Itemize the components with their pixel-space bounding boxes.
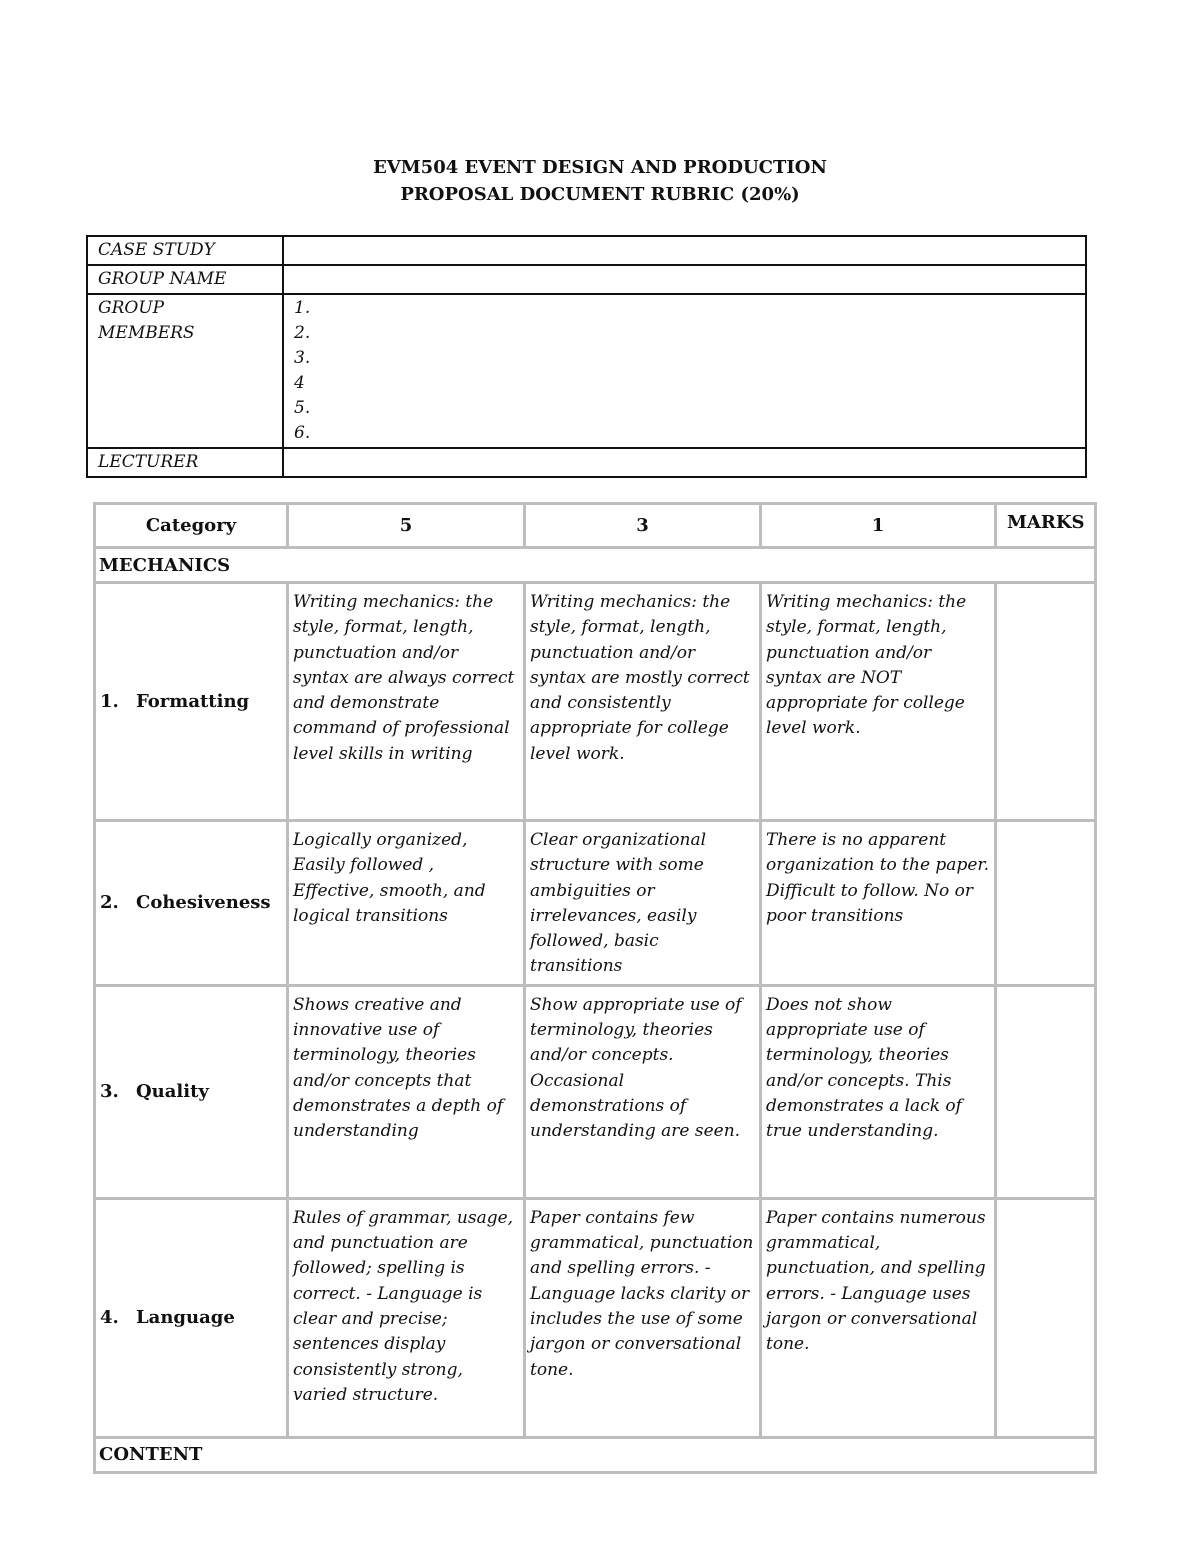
lecturer-label: LECTURER: [87, 448, 283, 477]
category-name: Quality: [136, 1081, 209, 1103]
header-score-3: 3: [525, 504, 761, 548]
criteria-score-1: Does not show appropriate use of terminology, theories and/or concepts. This demonstrates a lack of true understanding.: [761, 985, 996, 1198]
table-row: [95, 821, 1096, 986]
criteria-score-3: Paper contains few grammatical, punctuation and spelling errors. - Language lacks clarity or includes the use of some jargon or conversational tone.: [525, 1198, 761, 1437]
group-name-label: GROUP NAME: [87, 265, 283, 294]
group-members-field[interactable]: [283, 294, 1086, 448]
category-quality: [95, 985, 288, 1198]
criteria-score-5: Rules of grammar, usage, and punctuation are followed; spelling is correct. - Language is clear and precise; sentences display consistently strong, varied structure.: [288, 1198, 525, 1437]
section-content: CONTENT: [95, 1437, 1096, 1472]
header-marks: MARKS: [996, 504, 1096, 548]
criteria-score-5: Shows creative and innovative use of terminology, theories and/or concepts that demonstrates a depth of understanding: [288, 985, 525, 1198]
group-members-label-line-2: MEMBERS: [98, 323, 195, 343]
section-row-mechanics: [95, 548, 1096, 583]
document-title: [0, 154, 1200, 208]
table-row: [95, 985, 1096, 1198]
lecturer-field[interactable]: [283, 448, 1086, 477]
header-score-1: 1: [761, 504, 996, 548]
member-item: 5.: [294, 398, 311, 418]
table-row: [95, 583, 1096, 821]
marks-field[interactable]: [996, 583, 1096, 821]
section-row-content: [95, 1437, 1096, 1472]
case-study-label: CASE STUDY: [87, 236, 283, 265]
criteria-score-3: Writing mechanics: the style, format, length, punctuation and/or syntax are mostly correct and consistently appropriate for college level work.: [525, 583, 761, 821]
member-item: 1.: [294, 298, 311, 318]
header-score-5: 5: [288, 504, 525, 548]
criteria-score-3: Clear organizational structure with some ambiguities or irrelevances, easily followed, basic transitions: [525, 821, 761, 986]
category-number: 1.: [100, 691, 119, 712]
category-number: 3.: [100, 1081, 119, 1103]
criteria-score-1: Paper contains numerous grammatical, punctuation, and spelling errors. - Language uses jargon or conversational tone.: [761, 1198, 996, 1437]
section-mechanics: MECHANICS: [95, 548, 1096, 583]
category-name: Cohesiveness: [136, 892, 271, 914]
group-members-label-line-1: GROUP: [98, 298, 165, 318]
category-language: [95, 1198, 288, 1437]
case-study-field[interactable]: [283, 236, 1086, 265]
category-formatting: [95, 583, 288, 821]
criteria-score-3: Show appropriate use of terminology, theories and/or concepts. Occasional demonstrations of understanding are seen.: [525, 985, 761, 1198]
category-name: Language: [136, 1307, 235, 1329]
rubric-table: [93, 502, 1097, 1474]
criteria-score-1: Writing mechanics: the style, format, length, punctuation and/or syntax are NOT appropriate for college level work.: [761, 583, 996, 821]
marks-field[interactable]: [996, 821, 1096, 986]
group-info-table: [86, 235, 1087, 478]
criteria-score-5: Writing mechanics: the style, format, length, punctuation and/or syntax are always correct and demonstrate command of professional level skills in writing: [288, 583, 525, 821]
rubric-header-row: [95, 504, 1096, 548]
title-line-1: EVM504 EVENT DESIGN AND PRODUCTION: [373, 157, 827, 178]
category-number: 2.: [100, 892, 119, 914]
title-line-2: PROPOSAL DOCUMENT RUBRIC (20%): [400, 184, 800, 205]
category-number: 4.: [100, 1307, 119, 1329]
header-category: Category: [95, 504, 288, 548]
marks-field[interactable]: [996, 1198, 1096, 1437]
category-cohesiveness: [95, 821, 288, 986]
criteria-score-5: Logically organized, Easily followed , Effective, smooth, and logical transitions: [288, 821, 525, 986]
marks-field[interactable]: [996, 985, 1096, 1198]
category-name: Formatting: [136, 691, 250, 712]
member-item: 3.: [294, 348, 311, 368]
table-row: [95, 1198, 1096, 1437]
group-members-label: [87, 294, 283, 448]
member-item: 2.: [294, 323, 311, 343]
group-name-field[interactable]: [283, 265, 1086, 294]
member-item: 4: [294, 373, 305, 393]
criteria-score-1: There is no apparent organization to the paper. Difficult to follow. No or poor transitions: [761, 821, 996, 986]
member-item: 6.: [294, 423, 311, 443]
